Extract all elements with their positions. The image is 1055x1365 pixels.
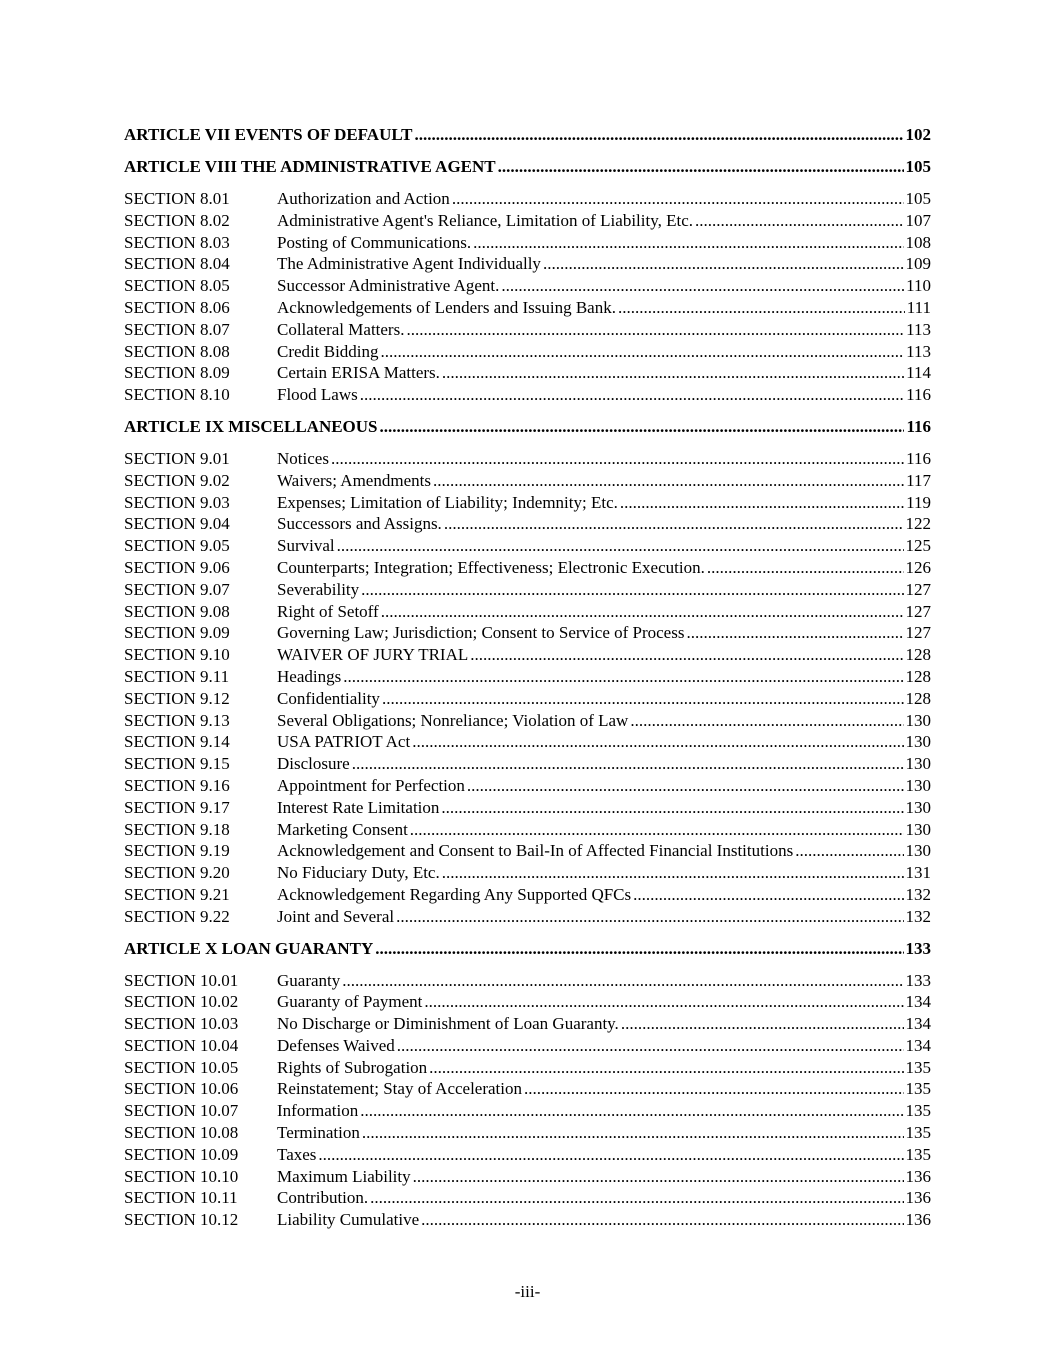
section-page-number: 128 <box>905 688 931 708</box>
section-number: SECTION 9.17 <box>124 797 230 817</box>
dot-leader <box>342 970 903 992</box>
section-title: Confidentiality <box>277 688 380 708</box>
dot-leader <box>621 1013 904 1035</box>
section-title: Right of Setoff <box>277 601 379 621</box>
dot-leader <box>433 470 904 492</box>
article-title: ARTICLE VIII THE ADMINISTRATIVE AGENT <box>124 157 496 176</box>
section-title: Credit Bidding <box>277 341 379 361</box>
toc-section-entry[interactable] <box>124 906 931 928</box>
toc-article-entry[interactable] <box>124 156 931 178</box>
section-number: SECTION 9.12 <box>124 688 230 708</box>
section-title: Collateral Matters. <box>277 319 405 339</box>
section-title: The Administrative Agent Individually <box>277 254 541 274</box>
toc-section-entry[interactable] <box>124 579 931 601</box>
section-page-number: 134 <box>905 992 931 1012</box>
dot-leader <box>467 775 904 797</box>
section-page-number: 122 <box>905 514 931 534</box>
toc-section-entry[interactable] <box>124 970 931 992</box>
toc-section-entry[interactable] <box>124 188 931 210</box>
toc-section-entry[interactable] <box>124 1166 931 1188</box>
section-page-number: 113 <box>906 319 931 339</box>
toc-section-entry[interactable] <box>124 319 931 341</box>
section-number: SECTION 9.14 <box>124 732 230 752</box>
article-page-number: 105 <box>905 157 931 176</box>
section-number: SECTION 9.10 <box>124 645 230 665</box>
toc-section-entry[interactable] <box>124 341 931 363</box>
toc-section-entry[interactable] <box>124 991 931 1013</box>
section-page-number: 127 <box>905 623 931 643</box>
dot-leader <box>361 579 903 601</box>
section-page-number: 135 <box>905 1101 931 1121</box>
section-page-number: 111 <box>906 297 931 317</box>
section-list <box>124 188 931 406</box>
section-number: SECTION 10.06 <box>124 1079 239 1099</box>
toc-section-entry[interactable] <box>124 1035 931 1057</box>
dot-leader <box>441 797 903 819</box>
toc-article-entry[interactable] <box>124 938 931 960</box>
toc-section-entry[interactable] <box>124 362 931 384</box>
section-title: Guaranty of Payment <box>277 992 423 1012</box>
section-page-number: 119 <box>906 492 931 512</box>
toc-section-entry[interactable] <box>124 1122 931 1144</box>
section-number: SECTION 9.05 <box>124 536 230 556</box>
article-page-number: 102 <box>905 125 931 144</box>
section-page-number: 116 <box>906 385 931 405</box>
section-page-number: 130 <box>905 710 931 730</box>
table-of-contents <box>124 124 931 1231</box>
toc-section-entry[interactable] <box>124 622 931 644</box>
toc-section-entry[interactable] <box>124 1013 931 1035</box>
toc-section-entry[interactable] <box>124 797 931 819</box>
dot-leader <box>352 753 904 775</box>
section-title: Reinstatement; Stay of Acceleration <box>277 1079 523 1099</box>
section-page-number: 130 <box>905 819 931 839</box>
toc-section-entry[interactable] <box>124 666 931 688</box>
section-number: SECTION 10.10 <box>124 1166 239 1186</box>
section-number: SECTION 8.02 <box>124 210 230 230</box>
section-page-number: 125 <box>905 536 931 556</box>
section-title: Survival <box>277 536 335 556</box>
section-title: Successor Administrative Agent. <box>277 276 500 296</box>
dot-leader <box>424 991 903 1013</box>
toc-section-entry[interactable] <box>124 819 931 841</box>
section-number: SECTION 10.09 <box>124 1144 239 1164</box>
section-number: SECTION 9.20 <box>124 863 230 883</box>
section-number: SECTION 10.08 <box>124 1123 239 1143</box>
section-title: Posting of Communications. <box>277 232 472 252</box>
toc-section-entry[interactable] <box>124 1078 931 1100</box>
section-title: Contribution. <box>277 1188 369 1208</box>
dot-leader <box>381 601 904 623</box>
toc-section-entry[interactable] <box>124 644 931 666</box>
section-number: SECTION 9.16 <box>124 775 230 795</box>
dot-leader <box>442 362 904 384</box>
section-title: Counterparts; Integration; Effectiveness; Electronic Execution. <box>277 557 705 577</box>
dot-leader <box>543 253 904 275</box>
dot-leader <box>397 1035 904 1057</box>
section-title: Acknowledgement Regarding Any Supported QFCs <box>277 884 632 904</box>
dot-leader <box>337 535 904 557</box>
section-title: Guaranty <box>277 970 341 990</box>
section-page-number: 107 <box>905 210 931 230</box>
dot-leader <box>633 884 903 906</box>
dot-leader <box>412 731 903 753</box>
section-page-number: 127 <box>905 579 931 599</box>
section-title: Successors and Assigns. <box>277 514 442 534</box>
section-number: SECTION 8.06 <box>124 297 230 317</box>
section-page-number: 113 <box>906 341 931 361</box>
section-page-number: 134 <box>905 1014 931 1034</box>
section-number: SECTION 9.09 <box>124 623 230 643</box>
dot-leader <box>498 156 904 178</box>
dot-leader <box>429 1057 903 1079</box>
toc-section-entry[interactable] <box>124 601 931 623</box>
section-title: USA PATRIOT Act <box>277 732 411 752</box>
section-title: No Fiduciary Duty, Etc. <box>277 863 440 883</box>
section-number: SECTION 10.03 <box>124 1014 239 1034</box>
toc-section-entry[interactable] <box>124 1144 931 1166</box>
toc-section-entry[interactable] <box>124 1187 931 1209</box>
section-page-number: 116 <box>906 448 931 468</box>
section-page-number: 136 <box>905 1166 931 1186</box>
toc-section-entry[interactable] <box>124 232 931 254</box>
section-page-number: 128 <box>905 666 931 686</box>
toc-section-entry[interactable] <box>124 513 931 535</box>
toc-section-entry[interactable] <box>124 384 931 406</box>
section-number: SECTION 8.03 <box>124 232 230 252</box>
section-title: Defenses Waived <box>277 1035 395 1055</box>
dot-leader <box>795 840 903 862</box>
dot-leader <box>360 384 904 406</box>
dot-leader <box>524 1078 903 1100</box>
section-page-number: 130 <box>905 797 931 817</box>
dot-leader <box>620 492 904 514</box>
dot-leader <box>414 124 903 146</box>
toc-section-entry[interactable] <box>124 710 931 732</box>
section-page-number: 105 <box>905 189 931 208</box>
section-page-number: 132 <box>905 906 931 926</box>
section-title: Termination <box>277 1123 360 1143</box>
section-number: SECTION 8.04 <box>124 254 230 274</box>
section-number: SECTION 10.07 <box>124 1101 239 1121</box>
section-number: SECTION 8.08 <box>124 341 230 361</box>
section-number: SECTION 8.05 <box>124 276 230 296</box>
section-page-number: 130 <box>905 841 931 861</box>
section-title: Headings <box>277 666 342 686</box>
section-title: Authorization and Action <box>277 189 450 208</box>
section-title: Marketing Consent <box>277 819 408 839</box>
dot-leader <box>382 688 904 710</box>
section-title: Several Obligations; Nonreliance; Violation of Law <box>277 710 629 730</box>
section-number: SECTION 10.12 <box>124 1210 239 1230</box>
section-number: SECTION 8.07 <box>124 319 230 339</box>
section-number: SECTION 9.06 <box>124 557 230 577</box>
section-page-number: 108 <box>905 232 931 252</box>
toc-section-entry[interactable] <box>124 884 931 906</box>
dot-leader <box>695 210 903 232</box>
section-page-number: 133 <box>905 970 931 990</box>
section-page-number: 109 <box>905 254 931 274</box>
section-number: SECTION 9.01 <box>124 448 230 468</box>
section-page-number: 117 <box>906 470 931 490</box>
section-number: SECTION 8.01 <box>124 189 230 208</box>
toc-section-entry[interactable] <box>124 210 931 232</box>
dot-leader <box>343 666 903 688</box>
section-number: SECTION 9.07 <box>124 579 230 599</box>
dot-leader <box>406 319 904 341</box>
dot-leader <box>410 819 904 841</box>
section-page-number: 134 <box>905 1035 931 1055</box>
toc-section-entry[interactable] <box>124 862 931 884</box>
toc-section-entry[interactable] <box>124 297 931 319</box>
section-number: SECTION 9.03 <box>124 492 230 512</box>
article-title: ARTICLE X LOAN GUARANTY <box>124 938 374 958</box>
section-number: SECTION 9.02 <box>124 470 230 490</box>
article-page-number: 133 <box>905 938 931 958</box>
section-title: WAIVER OF JURY TRIAL <box>277 645 469 665</box>
dot-leader <box>707 557 904 579</box>
toc-section-entry[interactable] <box>124 448 931 470</box>
toc-section-entry[interactable] <box>124 840 931 862</box>
section-number: SECTION 10.11 <box>124 1188 238 1208</box>
section-page-number: 110 <box>906 276 931 296</box>
article-page-number: 116 <box>906 416 931 436</box>
dot-leader <box>360 1100 903 1122</box>
section-number: SECTION 9.22 <box>124 906 230 926</box>
section-title: Administrative Agent's Reliance, Limitation of Liability, Etc. <box>277 210 694 230</box>
section-title: Certain ERISA Matters. <box>277 363 440 383</box>
section-page-number: 135 <box>905 1144 931 1164</box>
section-title: Rights of Subrogation <box>277 1057 428 1077</box>
dot-leader <box>686 622 903 644</box>
dot-leader <box>444 513 904 535</box>
section-page-number: 135 <box>905 1079 931 1099</box>
dot-leader <box>381 341 905 363</box>
section-list <box>124 448 931 928</box>
section-page-number: 130 <box>905 775 931 795</box>
section-title: Severability <box>277 579 360 599</box>
section-page-number: 130 <box>905 732 931 752</box>
section-title: Expenses; Limitation of Liability; Indemnity; Etc. <box>277 492 618 512</box>
section-page-number: 135 <box>905 1057 931 1077</box>
toc-article-entry[interactable] <box>124 124 931 146</box>
section-page-number: 126 <box>905 557 931 577</box>
section-title: Interest Rate Limitation <box>277 797 440 817</box>
section-page-number: 114 <box>906 363 931 383</box>
toc-section-entry[interactable] <box>124 557 931 579</box>
section-number: SECTION 8.09 <box>124 363 230 383</box>
dot-leader <box>442 862 904 884</box>
toc-section-entry[interactable] <box>124 470 931 492</box>
section-title: Notices <box>277 448 329 468</box>
dot-leader <box>375 938 903 960</box>
section-title: Acknowledgements of Lenders and Issuing Bank. <box>277 297 616 317</box>
toc-section-entry[interactable] <box>124 492 931 514</box>
dot-leader <box>618 297 905 319</box>
section-number: SECTION 10.02 <box>124 992 239 1012</box>
section-page-number: 132 <box>905 884 931 904</box>
section-title: Disclosure <box>277 754 350 774</box>
section-number: SECTION 8.10 <box>124 385 230 405</box>
dot-leader <box>413 1166 904 1188</box>
section-number: SECTION 9.11 <box>124 666 230 686</box>
section-title: Acknowledgement and Consent to Bail-In of Affected Financial Institutions <box>277 841 794 861</box>
section-title: Taxes <box>277 1144 317 1164</box>
dot-leader <box>396 906 903 928</box>
section-title: Appointment for Perfection <box>277 775 465 795</box>
section-page-number: 136 <box>905 1188 931 1208</box>
article-title: ARTICLE VII EVENTS OF DEFAULT <box>124 125 413 144</box>
section-number: SECTION 9.19 <box>124 841 230 861</box>
section-number: SECTION 9.13 <box>124 710 230 730</box>
dot-leader <box>630 710 903 732</box>
section-number: SECTION 9.08 <box>124 601 230 621</box>
section-title: Waivers; Amendments <box>277 470 431 490</box>
section-number: SECTION 9.15 <box>124 754 230 774</box>
dot-leader <box>421 1209 903 1231</box>
dot-leader <box>473 232 903 254</box>
toc-section-entry[interactable] <box>124 753 931 775</box>
section-number: SECTION 10.04 <box>124 1035 239 1055</box>
toc-section-entry[interactable] <box>124 1209 931 1231</box>
section-title: Maximum Liability <box>277 1166 411 1186</box>
section-title: Information <box>277 1101 359 1121</box>
dot-leader <box>452 188 904 210</box>
section-page-number: 135 <box>905 1123 931 1143</box>
section-list <box>124 970 931 1232</box>
section-number: SECTION 9.18 <box>124 819 230 839</box>
section-number: SECTION 9.21 <box>124 884 230 904</box>
dot-leader <box>318 1144 903 1166</box>
section-number: SECTION 10.01 <box>124 970 239 990</box>
toc-section-entry[interactable] <box>124 731 931 753</box>
article-title: ARTICLE IX MISCELLANEOUS <box>124 416 378 436</box>
section-page-number: 127 <box>905 601 931 621</box>
section-page-number: 136 <box>905 1210 931 1230</box>
toc-section-entry[interactable] <box>124 1100 931 1122</box>
toc-section-entry[interactable] <box>124 535 931 557</box>
dot-leader <box>331 448 904 470</box>
section-title: Liability Cumulative <box>277 1210 420 1230</box>
dot-leader <box>501 275 904 297</box>
section-page-number: 131 <box>905 863 931 883</box>
toc-section-entry[interactable] <box>124 253 931 275</box>
toc-section-entry[interactable] <box>124 688 931 710</box>
section-title: Joint and Several <box>277 906 395 926</box>
section-page-number: 130 <box>905 754 931 774</box>
toc-section-entry[interactable] <box>124 275 931 297</box>
toc-section-entry[interactable] <box>124 1057 931 1079</box>
dot-leader <box>470 644 903 666</box>
dot-leader <box>362 1122 904 1144</box>
section-page-number: 128 <box>905 645 931 665</box>
section-number: SECTION 10.05 <box>124 1057 239 1077</box>
dot-leader <box>380 416 905 438</box>
toc-article-entry[interactable] <box>124 416 931 438</box>
section-title: Flood Laws <box>277 385 358 405</box>
toc-section-entry[interactable] <box>124 775 931 797</box>
section-title: No Discharge or Diminishment of Loan Guaranty. <box>277 1014 619 1034</box>
dot-leader <box>370 1187 903 1209</box>
section-number: SECTION 9.04 <box>124 514 230 534</box>
page-number-footer: -iii- <box>514 1282 541 1301</box>
section-title: Governing Law; Jurisdiction; Consent to Service of Process <box>277 623 685 643</box>
